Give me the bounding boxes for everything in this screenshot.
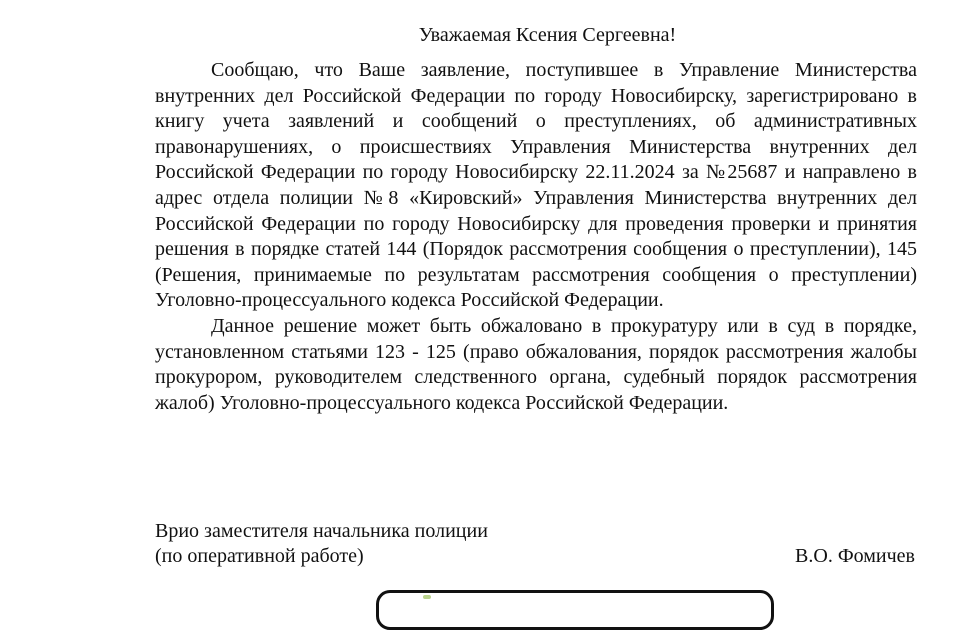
signature-position-line1: Врио заместителя начальника полиции	[155, 520, 488, 542]
stamp-frame	[376, 590, 774, 630]
letter-body	[155, 58, 917, 416]
signature-block	[155, 519, 917, 569]
paragraph-registration: Сообщаю, что Ваше заявление, поступившее в Управление Министерства внутренних дел Российской Федерации по городу Новосибирску, зарегистрировано в книгу учета заявлений и сообщений о преступлениях, об административных правонарушениях, о происшествиях Управления Министерства внутренних дел Российской Федерации по городу Новосибирску 22.11.2024 за №25687 и направлено в адрес отдела полиции №8 «Кировский» Управления Министерства внутренних дел Российской Федерации по городу Новосибирску для проведения проверки и принятия решения в порядке статей 144 (Порядок рассмотрения сообщения о преступлении), 145 (Решения, принимаемые по результатам рассмотрения сообщения о преступлении) Уголовно-процессуального кодекса Российской Федерации.	[155, 59, 917, 312]
signatory-name: В.О. Фомичев	[795, 545, 915, 567]
greeting: Уважаемая Ксения Сергеевна!	[418, 24, 677, 46]
paragraph-appeal: Данное решение может быть обжаловано в прокуратуру или в суд в порядке, установленном статьями 123 - 125 (право обжалования, порядок рассмотрения жалобы прокурором, руководителем следственного органа, судебный порядок рассмотрения жалоб) Уголовно-процессуального кодекса Российской Федерации.	[155, 314, 917, 414]
signature-position-line2: (по оперативной работе)	[155, 545, 364, 567]
stamp-mark	[423, 595, 431, 599]
